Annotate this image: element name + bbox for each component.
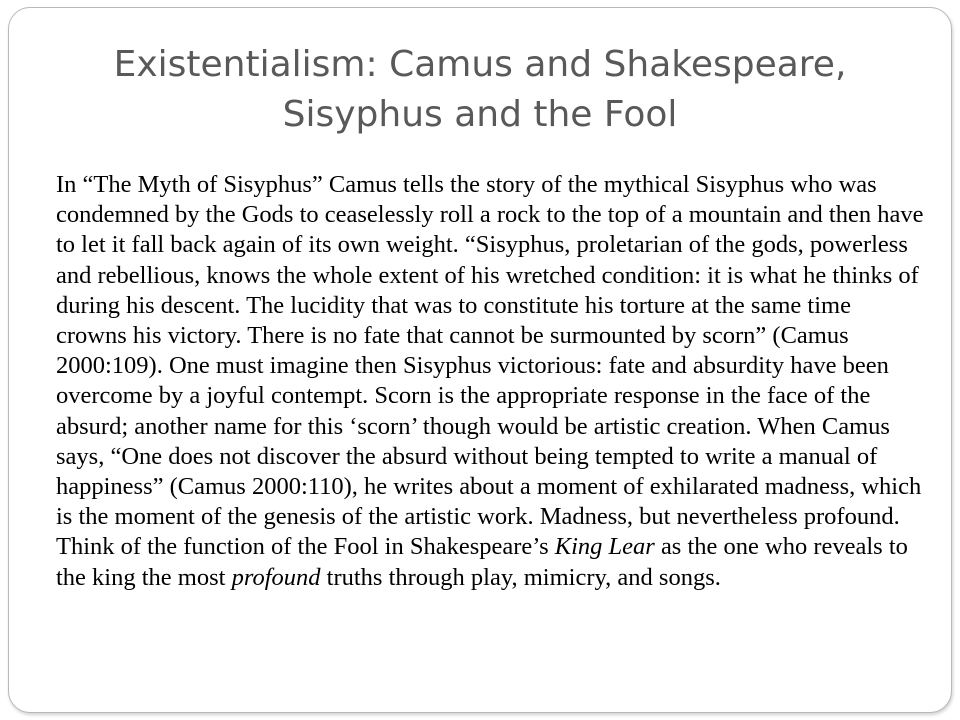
body-text-middle: as the one who reveals to the king the most <box>56 533 908 591</box>
body-text-intro: In “The Myth of Sisyphus” Camus tells the story of the mythical Sisyphus who was condemned by the Gods to ceaselessly roll a rock to the top of a mountain and then have to let it fall back again of its own weight. “Sisyphus, proletarian of the gods, powerless and rebellious, knows the whole extent of his wretched condition: it is what he thinks of during his descent. The lucidity that was to constitute his torture at the same time crowns his victory. There is no fate that cannot be surmounted by scorn” (Camus 2000:109). One must imagine then Sisyphus victorious: fate and absurdity have been overcome by a joyful contempt. Scorn is the appropriate response in the face of the absurd; another name for this ‘scorn’ though would be artistic creation. When Camus says, “One does not discover the absurd without being tempted to write a manual of happiness” (Camus 2000:110), he writes about a moment of exhilarated madness, which is the moment of the genesis of the artistic work. Madness, but nevertheless profound. Think of the function of the Fool in Shakespeare’s <box>56 171 924 561</box>
play-title-king-lear: King Lear <box>554 533 655 561</box>
slide-title <box>40 40 920 140</box>
body-text-end: truths through play, mimicry, and songs. <box>320 563 721 591</box>
emphasis-word-profound: profound <box>231 563 321 591</box>
slide-title-line-1: Existentialism: Camus and Shakespeare, <box>113 44 847 85</box>
slide-body-paragraph <box>56 170 926 593</box>
slide-title-line-2: Sisyphus and the Fool <box>282 94 678 135</box>
